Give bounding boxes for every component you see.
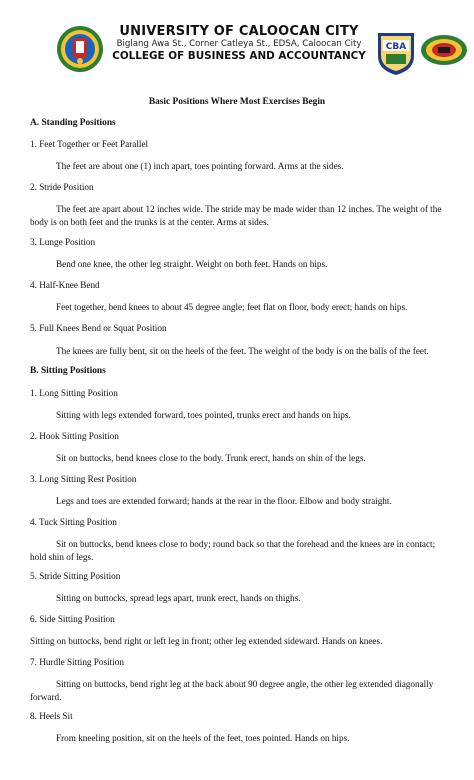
sitting-item-desc: Sitting on buttocks, spread legs apart, trunk erect, hands on thighs. — [56, 593, 301, 603]
sitting-item-title: 8. Heels Sit — [30, 711, 73, 721]
sitting-item-title: 4. Tuck Sitting Position — [30, 517, 117, 527]
university-seal-logo — [56, 24, 104, 74]
sitting-item-title: 7. Hurdle Sitting Position — [30, 657, 124, 667]
sitting-item-desc: Sitting on buttocks, bend right or left leg in front; other leg extended sideward. Hands on knees. — [30, 636, 383, 646]
letterhead — [0, 10, 474, 80]
sitting-item-title: 2. Hook Sitting Position — [30, 431, 119, 441]
standing-item-desc: The feet are about one (1) inch apart, toes pointing forward. Arms at the sides. — [56, 161, 344, 171]
standing-item-desc: Bend one knee, the other leg straight. Weight on both feet. Hands on hips. — [56, 259, 328, 269]
standing-item-title: 4. Half-Knee Bend — [30, 280, 100, 290]
standing-item-title: 1. Feet Together or Feet Parallel — [30, 139, 149, 149]
sitting-item-desc: Sit on buttocks, bend knees close to body; round back so that the forehead and the knees are in contact; hold shin of legs. — [30, 539, 436, 562]
standing-item-desc: The knees are fully bent, sit on the heels of the feet. The weight of the body is on the balls of the feet. — [56, 346, 429, 356]
university-name: UNIVERSITY OF CALOOCAN CITY — [119, 24, 359, 39]
section-heading-sitting: B. Sitting Positions — [30, 366, 106, 376]
sitting-item-title: 6. Side Sitting Position — [30, 614, 115, 624]
sitting-item-desc: Legs and toes are extended forward; hands at the rear in the floor. Elbow and body straight. — [56, 496, 392, 506]
standing-item-title: 3. Lunge Position — [30, 237, 96, 247]
department-logo — [420, 34, 468, 66]
sitting-item-desc: Sitting with legs extended forward, toes pointed, trunks erect and hands on hips. — [56, 410, 351, 420]
sitting-item-title: 5. Stride Sitting Position — [30, 571, 121, 581]
cba-logo-text: CBA — [385, 42, 407, 52]
sitting-item-title: 1. Long Sitting Position — [30, 388, 118, 398]
standing-item-title: 2. Stride Position — [30, 182, 94, 192]
sitting-item-title: 3. Long Sitting Rest Position — [30, 474, 137, 484]
cba-logo — [374, 30, 418, 76]
college-name: COLLEGE OF BUSINESS AND ACCOUNTANCY — [112, 50, 366, 62]
standing-item-desc: The feet are apart about 12 inches wide. The stride may be made wider than 12 inches. The weight of the body is on both feet and the trunks is at the center. Arms at sides. — [30, 204, 442, 227]
sitting-item-desc: Sit on buttocks, bend knees close to the body. Trunk erect, hands on shin of the legs. — [56, 453, 366, 463]
document-title: Basic Positions Where Most Exercises Begin — [148, 97, 326, 107]
standing-item-title: 5. Full Knees Bend or Squat Position — [30, 323, 167, 333]
sitting-item-desc: Sitting on buttocks, bend right leg at the back about 90 degree angle, the other leg extended diagonally forward. — [30, 679, 434, 702]
section-heading-standing: A. Standing Positions — [30, 118, 116, 128]
standing-item-desc: Feet together, bend knees to about 45 degree angle; feet flat on floor, body erect; hands on hips. — [56, 302, 408, 312]
sitting-item-desc: From kneeling position, sit on the heels of the feet, toes pointed. Hands on hips. — [56, 733, 350, 743]
letterhead-text — [106, 24, 372, 63]
university-address: Biglang Awa St., Corner Catleya St., EDSA, Caloocan City — [116, 39, 362, 49]
